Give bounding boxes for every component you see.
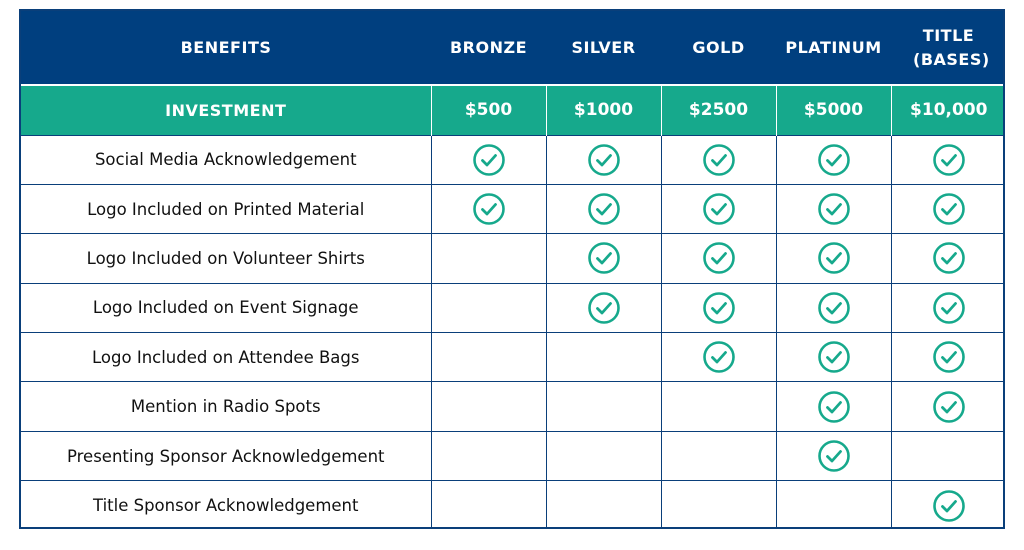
cell-gold [661,234,776,283]
cell-bronze [431,135,546,184]
cell-gold [661,135,776,184]
cell-silver [546,283,661,332]
circle-check-icon [472,192,506,226]
investment-row [21,85,1005,135]
circle-check-icon [702,291,736,325]
header-platinum: PLATINUM [785,37,882,57]
cell-bronze [431,431,546,480]
sponsorship-benefits-table [19,9,1005,529]
circle-check-icon [932,291,966,325]
benefit-label: Title Sponsor Acknowledgement [21,481,431,529]
circle-check-icon [587,143,621,177]
benefit-label: Logo Included on Attendee Bags [21,333,431,382]
table-row [21,234,1005,283]
circle-check-icon [932,241,966,275]
cell-title [891,184,1005,233]
circle-check-icon [817,241,851,275]
price-silver: $1000 [546,85,661,135]
circle-check-icon [587,241,621,275]
cell-gold [661,481,776,529]
table-row [21,431,1005,480]
price-title: $10,000 [891,85,1005,135]
circle-check-icon [817,192,851,226]
cell-platinum [776,135,891,184]
table-row [21,382,1005,431]
price-platinum: $5000 [776,85,891,135]
circle-check-icon [932,390,966,424]
circle-check-icon [932,143,966,177]
circle-check-icon [932,192,966,226]
circle-check-icon [587,291,621,325]
price-bronze: $500 [431,85,546,135]
cell-gold [661,333,776,382]
cell-platinum [776,184,891,233]
cell-title [891,234,1005,283]
benefit-label: Logo Included on Event Signage [21,283,431,332]
circle-check-icon [587,192,621,226]
header-gold: GOLD [692,37,745,57]
cell-silver [546,184,661,233]
price-gold: $2500 [661,85,776,135]
cell-platinum [776,283,891,332]
circle-check-icon [702,143,736,177]
circle-check-icon [932,340,966,374]
header-benefits: BENEFITS [180,37,272,57]
header-title-bases-label: TITLE (BASES) [913,25,990,69]
cell-silver [546,382,661,431]
header-bronze: BRONZE [449,37,528,57]
benefit-label: Presenting Sponsor Acknowledgement [21,431,431,480]
cell-bronze [431,283,546,332]
benefits-table [21,11,1005,529]
cell-silver [546,135,661,184]
cell-platinum [776,431,891,480]
circle-check-icon [817,439,851,473]
cell-silver [546,431,661,480]
cell-bronze [431,184,546,233]
cell-platinum [776,333,891,382]
investment-label: INVESTMENT [21,85,431,135]
header-title-bases [891,11,1005,85]
circle-check-icon [817,143,851,177]
table-row [21,283,1005,332]
cell-bronze [431,333,546,382]
benefit-label: Logo Included on Printed Material [21,184,431,233]
circle-check-icon [702,241,736,275]
cell-bronze [431,234,546,283]
benefit-label: Mention in Radio Spots [21,382,431,431]
cell-gold [661,283,776,332]
table-row [21,333,1005,382]
cell-title [891,382,1005,431]
circle-check-icon [817,291,851,325]
circle-check-icon [702,192,736,226]
cell-title [891,431,1005,480]
circle-check-icon [817,390,851,424]
cell-gold [661,184,776,233]
table-row [21,135,1005,184]
header-silver: SILVER [571,37,636,57]
cell-bronze [431,382,546,431]
cell-title [891,135,1005,184]
cell-title [891,481,1005,529]
cell-platinum [776,481,891,529]
circle-check-icon [817,340,851,374]
benefit-label: Logo Included on Volunteer Shirts [21,234,431,283]
cell-title [891,333,1005,382]
circle-check-icon [932,489,966,523]
cell-bronze [431,481,546,529]
cell-gold [661,382,776,431]
cell-gold [661,431,776,480]
cell-silver [546,481,661,529]
cell-platinum [776,382,891,431]
cell-platinum [776,234,891,283]
table-row [21,184,1005,233]
circle-check-icon [472,143,506,177]
circle-check-icon [702,340,736,374]
benefit-label: Social Media Acknowledgement [21,135,431,184]
header-row [21,11,1005,85]
table-row [21,481,1005,529]
cell-silver [546,234,661,283]
cell-title [891,283,1005,332]
cell-silver [546,333,661,382]
